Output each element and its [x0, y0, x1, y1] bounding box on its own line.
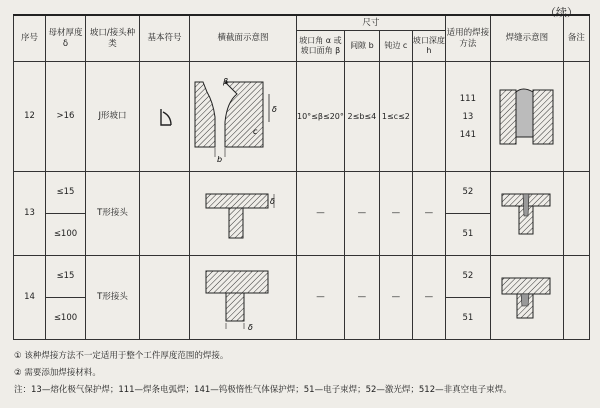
row13-weld-sketch — [490, 172, 563, 256]
row14-joint: T形接头 — [86, 256, 140, 340]
j-groove-weld-diagram — [497, 82, 557, 152]
row13-method-a: 52 — [445, 172, 490, 214]
row12-depth — [412, 62, 445, 172]
row14-symbol — [140, 256, 190, 340]
row12-no: 12 — [14, 62, 46, 172]
row13-gap: — — [344, 172, 379, 256]
method-item: 111 — [459, 93, 476, 104]
row14-thickness-b: ≤100 — [46, 298, 86, 340]
j-groove-cross-section-diagram — [193, 72, 293, 162]
row12-weld-sketch — [490, 62, 563, 172]
delta-label: δ — [270, 196, 275, 206]
c-label: c — [253, 126, 258, 136]
footnote-3: 注：13—熔化极气保护焊；111—焊条电弧焊；141—钨极惰性气体保护焊；51—电子束焊；52—激光焊；512—非真空电子束焊。 — [14, 385, 512, 395]
header-blunt: 钝边 c — [379, 31, 412, 62]
row13-joint: T形接头 — [86, 172, 140, 256]
header-no: 序号 — [14, 15, 46, 62]
delta-label: δ — [248, 322, 253, 332]
header-method: 适用的焊接方法 — [445, 15, 490, 62]
row13-method-b: 51 — [445, 214, 490, 256]
t-joint-weld-diagram — [497, 184, 557, 244]
row14-remark — [563, 256, 589, 340]
row13-blunt: — — [379, 172, 412, 256]
header-gap: 间隙 b — [344, 31, 379, 62]
row14-thickness-a: ≤15 — [46, 256, 86, 298]
header-dimensions: 尺寸 — [297, 15, 446, 31]
footnote-1: ① 该种焊接方法不一定适用于整个工件厚度范围的焊接。 — [14, 351, 229, 361]
header-angle: 坡口角 α 或坡口面角 β — [297, 31, 345, 62]
row14-gap: — — [344, 256, 379, 340]
header-thickness: 母材厚度 δ — [46, 15, 86, 62]
row12-gap: 2≤b≤4 — [344, 62, 379, 172]
row14-angle: — — [297, 256, 345, 340]
row14-depth: — — [412, 256, 445, 340]
row13-cross-section — [190, 172, 297, 256]
header-weld-sketch: 焊缝示意图 — [490, 15, 563, 62]
row13-thickness-b: ≤100 — [46, 214, 86, 256]
row13-depth: — — [412, 172, 445, 256]
header-symbol: 基本符号 — [140, 15, 190, 62]
row13-thickness-a: ≤15 — [46, 172, 86, 214]
row13-angle: — — [297, 172, 345, 256]
row12-cross-section — [190, 62, 297, 172]
row14-method-a: 52 — [445, 256, 490, 298]
method-item: 141 — [459, 129, 476, 140]
t-joint-cross-section-diagram — [198, 184, 288, 244]
row14-cross-section — [190, 256, 297, 340]
row13-symbol — [140, 172, 190, 256]
footnotes — [14, 348, 512, 399]
row13-remark — [563, 172, 589, 256]
row12-blunt: 1≤c≤2 — [379, 62, 412, 172]
row12-thickness: >16 — [46, 62, 86, 172]
j-groove-symbol-icon — [155, 106, 175, 128]
t-joint-thick-weld-diagram — [497, 268, 557, 328]
row12-remark — [563, 62, 589, 172]
weld-joint-table — [13, 14, 590, 340]
row14-weld-sketch — [490, 256, 563, 340]
b-label: b — [217, 154, 223, 162]
row13-no: 13 — [14, 172, 46, 256]
header-joint-type: 坡口/接头种类 — [86, 15, 140, 62]
method-item: 13 — [462, 111, 474, 122]
header-remark: 备注 — [563, 15, 589, 62]
row12-joint: J形坡口 — [86, 62, 140, 172]
row14-blunt: — — [379, 256, 412, 340]
row14-no: 14 — [14, 256, 46, 340]
header-depth: 坡口深度 h — [412, 31, 445, 62]
header-cross-section: 横截面示意图 — [190, 15, 297, 62]
row12-symbol — [140, 62, 190, 172]
beta-label: β — [223, 76, 229, 86]
continued-label: （续） — [545, 6, 578, 19]
footnote-2: ② 需要添加焊接材料。 — [14, 368, 101, 378]
t-joint-thick-cross-section-diagram — [198, 263, 288, 333]
row12-angle: 10°≤β≤20° — [297, 62, 345, 172]
delta-label: δ — [272, 104, 277, 114]
row12-methods — [445, 62, 490, 172]
row14-method-b: 51 — [445, 298, 490, 340]
